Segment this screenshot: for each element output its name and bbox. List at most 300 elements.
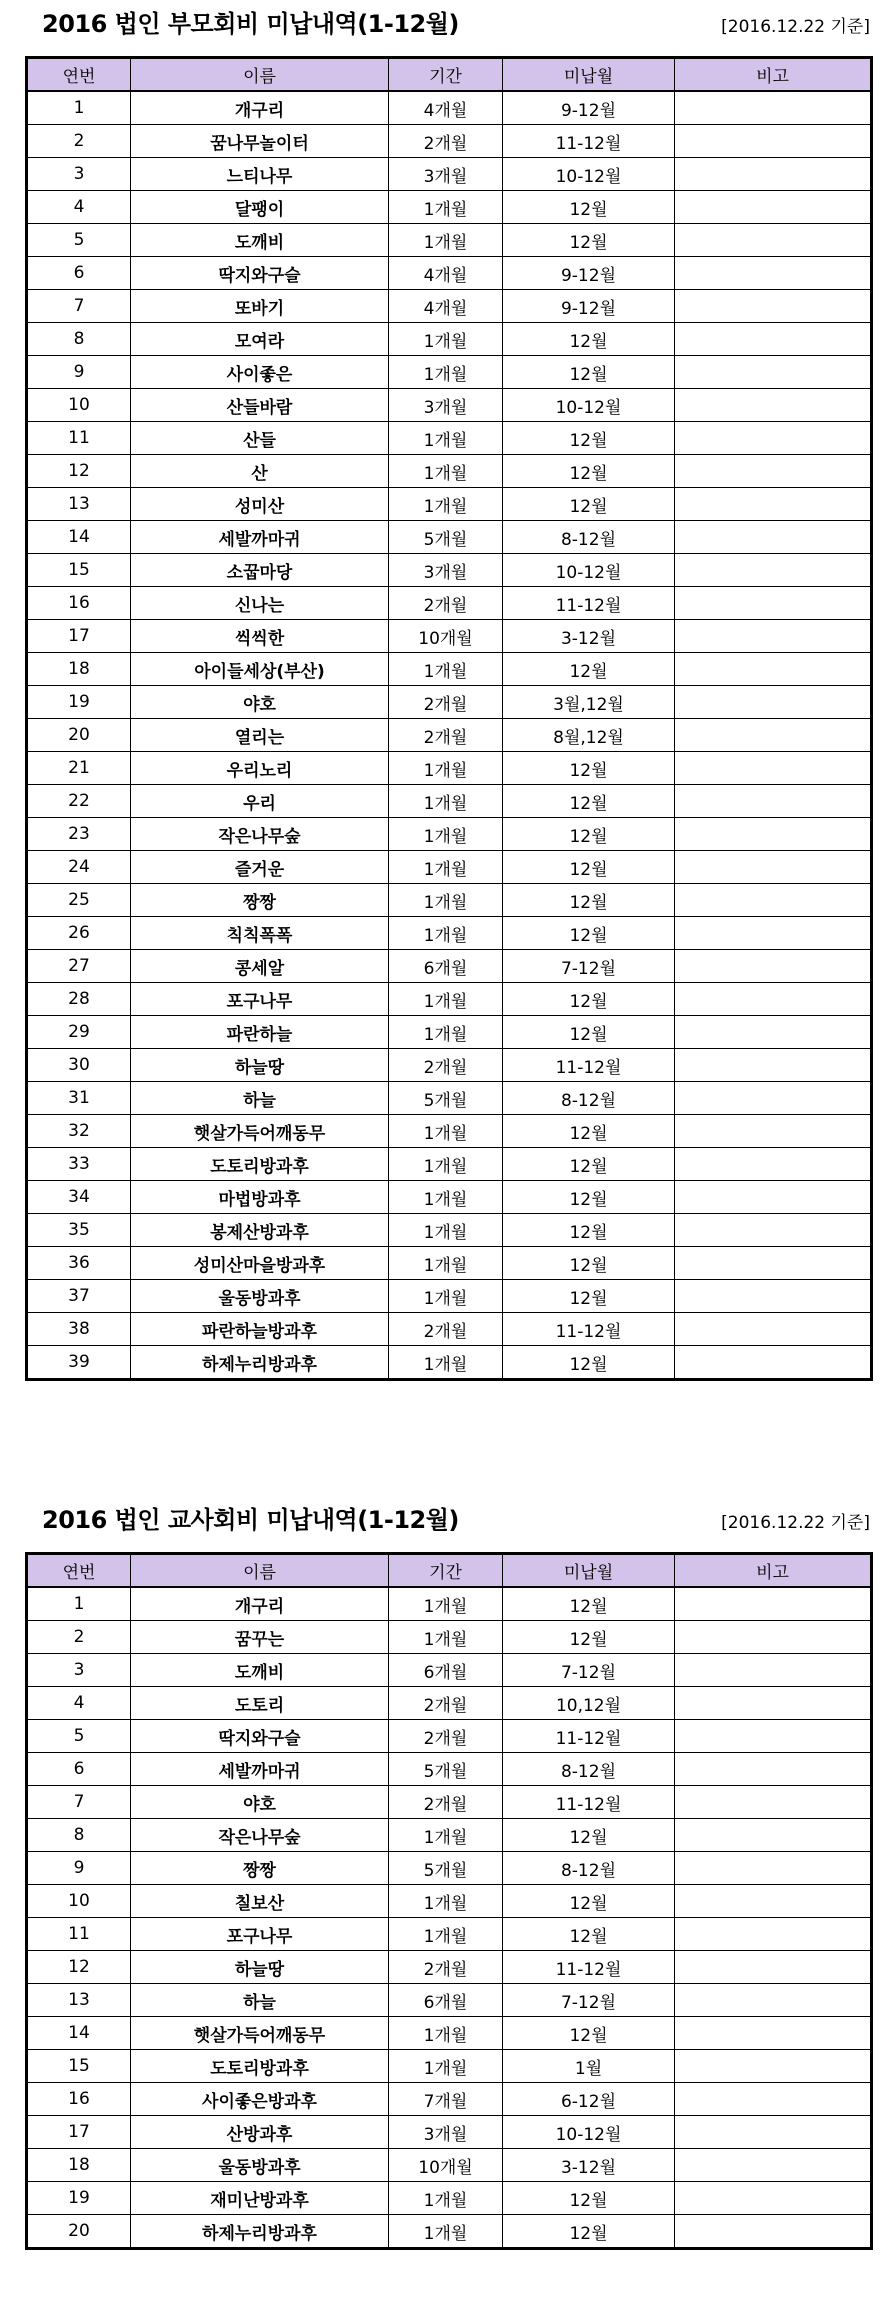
cell-unpaid-months: 9-12월 (503, 290, 675, 323)
cell-period: 1개월 (389, 983, 503, 1016)
table-row (27, 1049, 872, 1082)
cell-note (675, 2182, 872, 2215)
cell-unpaid-months: 12월 (503, 785, 675, 818)
cell-period: 5개월 (389, 1753, 503, 1786)
cell-unpaid-months: 10-12월 (503, 554, 675, 587)
cell-no: 12 (27, 1951, 131, 1984)
cell-name: 느티나무 (131, 158, 389, 191)
cell-no: 10 (27, 1885, 131, 1918)
cell-period: 1개월 (389, 917, 503, 950)
cell-name: 꿈꾸는 (131, 1621, 389, 1654)
cell-name: 파란하늘 (131, 1016, 389, 1049)
cell-no: 5 (27, 224, 131, 257)
cell-no: 6 (27, 257, 131, 290)
table-row (27, 91, 872, 125)
teacher-fee-table (25, 1552, 873, 2250)
table-row (27, 686, 872, 719)
cell-period: 2개월 (389, 1687, 503, 1720)
cell-unpaid-months: 12월 (503, 884, 675, 917)
cell-period: 3개월 (389, 158, 503, 191)
cell-no: 24 (27, 851, 131, 884)
cell-no: 34 (27, 1181, 131, 1214)
cell-name: 하늘 (131, 1984, 389, 2017)
cell-name: 신나는 (131, 587, 389, 620)
table-row (27, 389, 872, 422)
cell-no: 16 (27, 587, 131, 620)
cell-name: 재미난방과후 (131, 2182, 389, 2215)
cell-note (675, 2050, 872, 2083)
cell-name: 우리 (131, 785, 389, 818)
cell-no: 22 (27, 785, 131, 818)
cell-period: 1개월 (389, 818, 503, 851)
cell-name: 세발까마귀 (131, 1753, 389, 1786)
cell-no: 18 (27, 653, 131, 686)
cell-note (675, 1016, 872, 1049)
cell-period: 1개월 (389, 455, 503, 488)
cell-name: 짱짱 (131, 884, 389, 917)
cell-unpaid-months: 11-12월 (503, 1049, 675, 1082)
cell-no: 29 (27, 1016, 131, 1049)
table-row (27, 983, 872, 1016)
cell-note (675, 1786, 872, 1819)
cell-name: 짱짱 (131, 1852, 389, 1885)
cell-note (675, 323, 872, 356)
cell-period: 1개월 (389, 1587, 503, 1621)
header-period: 기간 (389, 58, 503, 92)
cell-name: 하늘 (131, 1082, 389, 1115)
cell-name: 도토리방과후 (131, 2050, 389, 2083)
table-row (27, 1852, 872, 1885)
cell-period: 1개월 (389, 2050, 503, 2083)
cell-period: 1개월 (389, 1885, 503, 1918)
cell-note (675, 554, 872, 587)
cell-name: 산 (131, 455, 389, 488)
cell-period: 1개월 (389, 488, 503, 521)
cell-note (675, 917, 872, 950)
cell-note (675, 91, 872, 125)
cell-unpaid-months: 7-12월 (503, 1654, 675, 1687)
table-row (27, 1313, 872, 1346)
cell-note (675, 1753, 872, 1786)
cell-period: 1개월 (389, 1016, 503, 1049)
cell-no: 30 (27, 1049, 131, 1082)
cell-note (675, 191, 872, 224)
cell-name: 아이들세상(부산) (131, 653, 389, 686)
cell-note (675, 752, 872, 785)
cell-no: 10 (27, 389, 131, 422)
cell-no: 4 (27, 191, 131, 224)
table-row (27, 1346, 872, 1380)
cell-note (675, 224, 872, 257)
cell-name: 야호 (131, 686, 389, 719)
cell-no: 14 (27, 521, 131, 554)
table-row (27, 851, 872, 884)
cell-no: 17 (27, 620, 131, 653)
cell-note (675, 1885, 872, 1918)
cell-no: 19 (27, 686, 131, 719)
cell-note (675, 521, 872, 554)
cell-name: 산방과후 (131, 2116, 389, 2149)
cell-period: 1개월 (389, 1918, 503, 1951)
cell-period: 1개월 (389, 752, 503, 785)
cell-no: 9 (27, 356, 131, 389)
cell-no: 14 (27, 2017, 131, 2050)
table-body (27, 91, 872, 1380)
cell-note (675, 1247, 872, 1280)
cell-unpaid-months: 12월 (503, 224, 675, 257)
cell-note (675, 2116, 872, 2149)
cell-period: 10개월 (389, 2149, 503, 2182)
cell-note (675, 818, 872, 851)
cell-unpaid-months: 8-12월 (503, 1852, 675, 1885)
cell-name: 또바기 (131, 290, 389, 323)
table-row (27, 422, 872, 455)
table-row (27, 488, 872, 521)
table-body (27, 1587, 872, 2249)
cell-unpaid-months: 12월 (503, 983, 675, 1016)
cell-note (675, 290, 872, 323)
cell-period: 3개월 (389, 389, 503, 422)
cell-unpaid-months: 11-12월 (503, 1720, 675, 1753)
section-title: 2016 법인 교사회비 미납내역(1-12월) (42, 1506, 459, 1534)
cell-name: 딱지와구슬 (131, 1720, 389, 1753)
cell-unpaid-months: 12월 (503, 851, 675, 884)
cell-note (675, 719, 872, 752)
cell-period: 2개월 (389, 686, 503, 719)
header-period: 기간 (389, 1554, 503, 1588)
cell-period: 5개월 (389, 1082, 503, 1115)
cell-period: 2개월 (389, 1786, 503, 1819)
table-row (27, 1181, 872, 1214)
cell-no: 3 (27, 1654, 131, 1687)
cell-no: 7 (27, 290, 131, 323)
cell-note (675, 1313, 872, 1346)
header-note: 비고 (675, 1554, 872, 1588)
table-row (27, 950, 872, 983)
cell-name: 하늘땅 (131, 1049, 389, 1082)
cell-no: 37 (27, 1280, 131, 1313)
cell-no: 2 (27, 125, 131, 158)
cell-unpaid-months: 11-12월 (503, 1313, 675, 1346)
cell-unpaid-months: 12월 (503, 1016, 675, 1049)
cell-no: 27 (27, 950, 131, 983)
cell-unpaid-months: 12월 (503, 488, 675, 521)
cell-unpaid-months: 12월 (503, 1214, 675, 1247)
table-row (27, 1786, 872, 1819)
cell-period: 1개월 (389, 1621, 503, 1654)
cell-note (675, 1587, 872, 1621)
reference-date: [2016.12.22 기준] (721, 1513, 870, 1533)
cell-name: 마법방과후 (131, 1181, 389, 1214)
cell-unpaid-months: 7-12월 (503, 950, 675, 983)
cell-no: 17 (27, 2116, 131, 2149)
cell-period: 2개월 (389, 125, 503, 158)
table-row (27, 290, 872, 323)
cell-unpaid-months: 12월 (503, 2215, 675, 2249)
cell-name: 모여라 (131, 323, 389, 356)
table-row (27, 1753, 872, 1786)
cell-name: 칠보산 (131, 1885, 389, 1918)
cell-period: 2개월 (389, 1951, 503, 1984)
table-row (27, 158, 872, 191)
cell-unpaid-months: 8월,12월 (503, 719, 675, 752)
cell-unpaid-months: 3월,12월 (503, 686, 675, 719)
cell-period: 2개월 (389, 587, 503, 620)
cell-name: 산들 (131, 422, 389, 455)
cell-name: 즐거운 (131, 851, 389, 884)
header-unpaid-months: 미납월 (503, 58, 675, 92)
cell-period: 1개월 (389, 1214, 503, 1247)
table-row (27, 818, 872, 851)
cell-no: 23 (27, 818, 131, 851)
cell-period: 1개월 (389, 785, 503, 818)
cell-name: 도깨비 (131, 224, 389, 257)
table-row (27, 1687, 872, 1720)
cell-period: 2개월 (389, 719, 503, 752)
cell-no: 15 (27, 2050, 131, 2083)
cell-unpaid-months: 12월 (503, 1148, 675, 1181)
header-row (27, 58, 872, 92)
cell-name: 우리노리 (131, 752, 389, 785)
cell-no: 13 (27, 1984, 131, 2017)
cell-no: 9 (27, 1852, 131, 1885)
cell-unpaid-months: 3-12월 (503, 2149, 675, 2182)
table-row (27, 653, 872, 686)
table-row (27, 323, 872, 356)
cell-period: 1개월 (389, 884, 503, 917)
table-row (27, 521, 872, 554)
cell-period: 1개월 (389, 1280, 503, 1313)
cell-name: 작은나무숲 (131, 818, 389, 851)
cell-unpaid-months: 3-12월 (503, 620, 675, 653)
cell-unpaid-months: 12월 (503, 1918, 675, 1951)
cell-no: 12 (27, 455, 131, 488)
cell-period: 1개월 (389, 323, 503, 356)
cell-no: 3 (27, 158, 131, 191)
cell-note (675, 1951, 872, 1984)
cell-name: 야호 (131, 1786, 389, 1819)
table-row (27, 224, 872, 257)
cell-unpaid-months: 12월 (503, 653, 675, 686)
cell-period: 4개월 (389, 91, 503, 125)
cell-note (675, 1654, 872, 1687)
table-row (27, 2083, 872, 2116)
cell-period: 1개월 (389, 1819, 503, 1852)
cell-unpaid-months: 12월 (503, 356, 675, 389)
cell-note (675, 785, 872, 818)
table-row (27, 1720, 872, 1753)
cell-name: 파란하늘방과후 (131, 1313, 389, 1346)
table-row (27, 785, 872, 818)
cell-note (675, 1852, 872, 1885)
cell-unpaid-months: 12월 (503, 1115, 675, 1148)
cell-unpaid-months: 12월 (503, 422, 675, 455)
table-row (27, 125, 872, 158)
table-row (27, 1819, 872, 1852)
cell-period: 1개월 (389, 653, 503, 686)
cell-no: 35 (27, 1214, 131, 1247)
cell-no: 19 (27, 2182, 131, 2215)
cell-name: 포구나무 (131, 983, 389, 1016)
cell-name: 성미산마을방과후 (131, 1247, 389, 1280)
cell-note (675, 356, 872, 389)
table-row (27, 1082, 872, 1115)
cell-period: 1개월 (389, 191, 503, 224)
cell-name: 울동방과후 (131, 1280, 389, 1313)
cell-unpaid-months: 9-12월 (503, 91, 675, 125)
cell-unpaid-months: 12월 (503, 818, 675, 851)
table-row (27, 1621, 872, 1654)
cell-unpaid-months: 8-12월 (503, 1753, 675, 1786)
cell-no: 13 (27, 488, 131, 521)
cell-no: 7 (27, 1786, 131, 1819)
cell-no: 8 (27, 323, 131, 356)
cell-name: 씩씩한 (131, 620, 389, 653)
cell-period: 1개월 (389, 1115, 503, 1148)
header-no: 연번 (27, 58, 131, 92)
cell-note (675, 620, 872, 653)
header-note: 비고 (675, 58, 872, 92)
cell-period: 7개월 (389, 2083, 503, 2116)
cell-unpaid-months: 12월 (503, 2182, 675, 2215)
cell-unpaid-months: 7-12월 (503, 1984, 675, 2017)
cell-no: 1 (27, 91, 131, 125)
table-row (27, 455, 872, 488)
cell-unpaid-months: 11-12월 (503, 587, 675, 620)
cell-note (675, 1280, 872, 1313)
cell-note (675, 884, 872, 917)
table-row (27, 257, 872, 290)
cell-name: 사이좋은 (131, 356, 389, 389)
cell-unpaid-months: 10-12월 (503, 2116, 675, 2149)
cell-no: 11 (27, 422, 131, 455)
cell-no: 15 (27, 554, 131, 587)
cell-no: 20 (27, 719, 131, 752)
table-row (27, 1951, 872, 1984)
cell-unpaid-months: 10,12월 (503, 1687, 675, 1720)
cell-name: 소꿉마당 (131, 554, 389, 587)
cell-note (675, 455, 872, 488)
cell-no: 5 (27, 1720, 131, 1753)
cell-name: 콩세알 (131, 950, 389, 983)
cell-period: 4개월 (389, 290, 503, 323)
cell-note (675, 2017, 872, 2050)
cell-unpaid-months: 12월 (503, 1280, 675, 1313)
cell-unpaid-months: 10-12월 (503, 389, 675, 422)
cell-unpaid-months: 11-12월 (503, 1951, 675, 1984)
table-row (27, 917, 872, 950)
cell-name: 울동방과후 (131, 2149, 389, 2182)
cell-unpaid-months: 8-12월 (503, 1082, 675, 1115)
cell-unpaid-months: 11-12월 (503, 1786, 675, 1819)
cell-no: 2 (27, 1621, 131, 1654)
cell-period: 2개월 (389, 1049, 503, 1082)
cell-period: 6개월 (389, 950, 503, 983)
cell-note (675, 488, 872, 521)
cell-note (675, 257, 872, 290)
table-row (27, 1885, 872, 1918)
cell-note (675, 1082, 872, 1115)
cell-note (675, 1687, 872, 1720)
header-row (27, 1554, 872, 1588)
cell-unpaid-months: 10-12월 (503, 158, 675, 191)
cell-period: 4개월 (389, 257, 503, 290)
cell-period: 1개월 (389, 1247, 503, 1280)
cell-period: 2개월 (389, 1720, 503, 1753)
cell-unpaid-months: 12월 (503, 1346, 675, 1380)
cell-note (675, 587, 872, 620)
cell-no: 28 (27, 983, 131, 1016)
cell-no: 6 (27, 1753, 131, 1786)
cell-name: 딱지와구슬 (131, 257, 389, 290)
cell-no: 21 (27, 752, 131, 785)
cell-name: 도깨비 (131, 1654, 389, 1687)
cell-no: 11 (27, 1918, 131, 1951)
cell-period: 5개월 (389, 521, 503, 554)
cell-period: 1개월 (389, 1346, 503, 1380)
table-row (27, 2017, 872, 2050)
reference-date: [2016.12.22 기준] (721, 17, 870, 37)
cell-unpaid-months: 12월 (503, 191, 675, 224)
cell-no: 18 (27, 2149, 131, 2182)
cell-no: 1 (27, 1587, 131, 1621)
header-name: 이름 (131, 1554, 389, 1588)
cell-note (675, 653, 872, 686)
cell-note (675, 1115, 872, 1148)
cell-unpaid-months: 11-12월 (503, 125, 675, 158)
table-row (27, 1654, 872, 1687)
table-row (27, 356, 872, 389)
cell-unpaid-months: 6-12월 (503, 2083, 675, 2116)
table-row (27, 1280, 872, 1313)
cell-name: 도토리방과후 (131, 1148, 389, 1181)
cell-period: 10개월 (389, 620, 503, 653)
cell-name: 칙칙폭폭 (131, 917, 389, 950)
cell-no: 20 (27, 2215, 131, 2249)
cell-note (675, 2149, 872, 2182)
cell-name: 개구리 (131, 91, 389, 125)
table-row (27, 1214, 872, 1247)
cell-period: 2개월 (389, 1313, 503, 1346)
cell-unpaid-months: 12월 (503, 1885, 675, 1918)
cell-note (675, 1918, 872, 1951)
cell-no: 16 (27, 2083, 131, 2116)
cell-note (675, 158, 872, 191)
cell-note (675, 686, 872, 719)
cell-unpaid-months: 12월 (503, 1621, 675, 1654)
cell-note (675, 983, 872, 1016)
table-row (27, 1984, 872, 2017)
cell-period: 1개월 (389, 2215, 503, 2249)
cell-note (675, 1984, 872, 2017)
header-name: 이름 (131, 58, 389, 92)
cell-name: 달팽이 (131, 191, 389, 224)
cell-name: 하늘땅 (131, 1951, 389, 1984)
cell-note (675, 389, 872, 422)
cell-name: 사이좋은방과후 (131, 2083, 389, 2116)
cell-unpaid-months: 12월 (503, 917, 675, 950)
table-row (27, 2149, 872, 2182)
cell-name: 도토리 (131, 1687, 389, 1720)
cell-note (675, 1621, 872, 1654)
cell-note (675, 1720, 872, 1753)
table-row (27, 587, 872, 620)
table-row (27, 2050, 872, 2083)
cell-unpaid-months: 12월 (503, 323, 675, 356)
cell-period: 3개월 (389, 2116, 503, 2149)
cell-name: 성미산 (131, 488, 389, 521)
cell-period: 1개월 (389, 1148, 503, 1181)
